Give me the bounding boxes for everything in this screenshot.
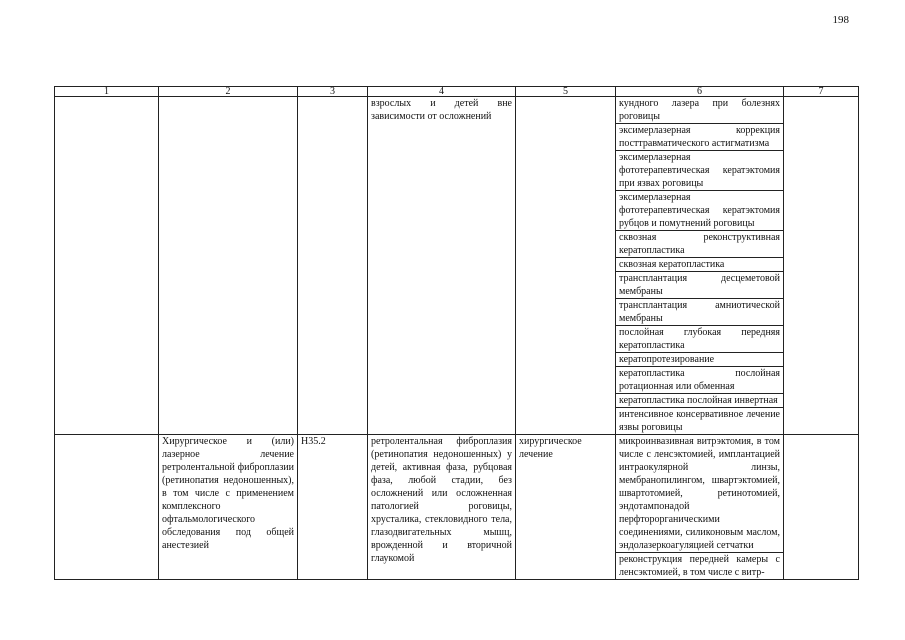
row1-col5 (516, 97, 616, 435)
header-cell-3: 3 (298, 87, 368, 97)
header-cell-4: 4 (368, 87, 516, 97)
row2-col5: хирургическое лечение (516, 435, 616, 580)
row1-col3 (298, 97, 368, 435)
header-cell-7: 7 (784, 87, 859, 97)
procedure-item: кератопластика послойная инвертная (616, 394, 783, 408)
row1-col6 (616, 97, 784, 435)
table-row (55, 435, 859, 580)
procedure-item: сквозная реконструктивная кератопластика (616, 231, 783, 258)
procedure-item: кундного лазера при болезнях роговицы (616, 97, 783, 124)
header-cell-2: 2 (159, 87, 298, 97)
row1-col2 (159, 97, 298, 435)
row2-col6 (616, 435, 784, 580)
procedure-item: кератопластика послойная ротационная или обменная (616, 367, 783, 394)
procedures-table (54, 86, 859, 580)
procedure-item: интенсивное консервативное лечение язвы роговицы (619, 409, 780, 433)
header-cell-5: 5 (516, 87, 616, 97)
procedure-item: реконструкция передней камеры с ленсэктомией, в том числе с витр- (619, 554, 780, 578)
procedure-item: эксимерлазерная фототерапевтическая кератэктомия рубцов и помутнений роговицы (616, 191, 783, 231)
table-header-row (55, 87, 859, 97)
row2-col2: Хирургическое и (или) лазерное лечение ретролентальной фиброплазии (ретинопатия недоношенных), в том числе с применением комплексного офтальмологического обследования под общей анестезией (159, 435, 298, 580)
procedure-item: эксимерлазерная фототерапевтическая кератэктомия при язвах роговицы (616, 151, 783, 191)
row2-col3: H35.2 (298, 435, 368, 580)
procedure-item: трансплантация амниотической мембраны (616, 299, 783, 326)
table-row (55, 97, 859, 435)
procedure-item: сквозная кератопластика (616, 258, 783, 272)
procedure-item: микроинвазивная витрэктомия, в том числе с ленсэктомией, имплантацией интраокулярной линзы, мембранопилингом, швартэктомией, швартотомией, ретинотомией, эндотампонадой перфторорганическими соединениями, силиконовым маслом, эндолазеркоагуляцией сетчатки (616, 435, 783, 553)
procedure-item: послойная глубокая передняя кератопластика (616, 326, 783, 353)
row2-col1 (55, 435, 159, 580)
header-cell-1: 1 (55, 87, 159, 97)
row1-col7 (784, 97, 859, 435)
row1-col4: взрослых и детей вне зависимости от осложнений (368, 97, 516, 435)
procedure-item: эксимерлазерная коррекция посттравматического астигматизма (616, 124, 783, 151)
header-cell-6: 6 (616, 87, 784, 97)
row2-col7 (784, 435, 859, 580)
page-number: 198 (832, 14, 849, 26)
procedure-item: кератопротезирование (616, 353, 783, 367)
row1-col1 (55, 97, 159, 435)
procedure-item: трансплантация десцеметовой мембраны (616, 272, 783, 299)
row2-col4: ретролентальная фиброплазия (ретинопатия недоношенных) у детей, активная фаза, рубцовая фаза, любой стадии, без осложнений или осложненная патологией роговицы, хрусталика, стекловидного тела, глазодвигательных мышц, врожденной и вторичной глаукомой (368, 435, 516, 580)
